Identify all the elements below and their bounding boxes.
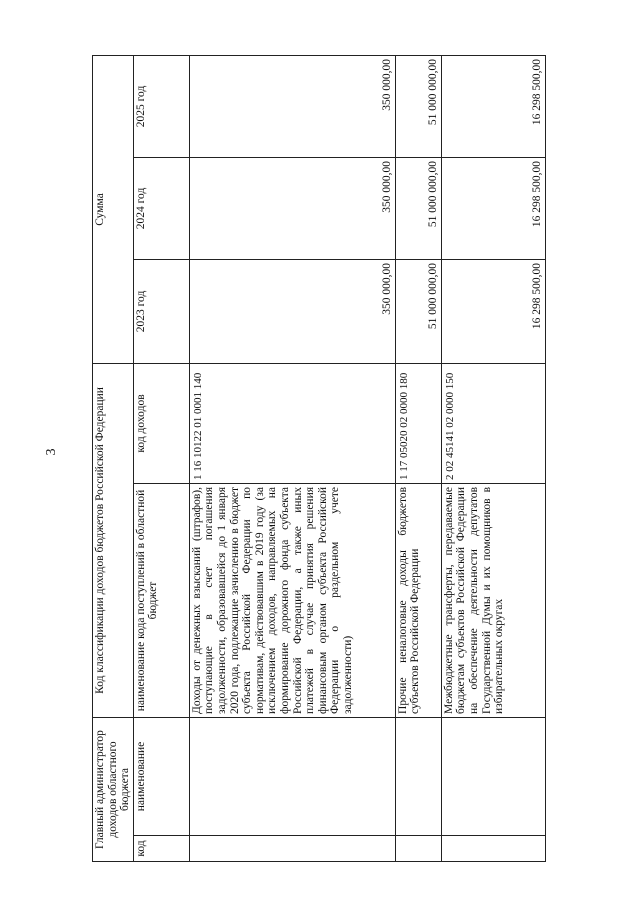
row-revenue-code: 2 02 45141 02 0000 150: [441, 363, 545, 483]
header-revenue-code: код доходов: [133, 363, 189, 483]
rotated-table-container: [92, 56, 544, 862]
row-amount-2025: 350 000,00: [189, 55, 395, 157]
row-amount-2025: 16 298 500,00: [441, 55, 545, 157]
header-revenue-name: наименование кода поступлений в областной бюджет: [133, 483, 189, 717]
row-amount-2023: 350 000,00: [189, 259, 395, 363]
header-classification-group: Код классификации доходов бюджетов Российской Федерации: [93, 363, 134, 717]
row-amount-2025: 51 000 000,00: [395, 55, 441, 157]
row-description: Межбюджетные трансферты, передаваемые бюджетам субъектов Российской Федерации на обеспечение деятельности депутатов Государственной Думы и их помощников в избирательных округах: [441, 483, 545, 717]
row-amount-2024: 16 298 500,00: [441, 157, 545, 259]
row-amount-2023: 16 298 500,00: [441, 259, 545, 363]
header-code: код: [133, 836, 189, 862]
table-row: [189, 55, 395, 861]
row-admin-name: [189, 717, 395, 835]
page-number: 3: [44, 448, 59, 456]
table-row: [395, 55, 441, 861]
row-admin-name: [395, 717, 441, 835]
row-amount-2023: 51 000 000,00: [395, 259, 441, 363]
row-description: Доходы от денежных взысканий (штрафов), поступающие в счет погашения задолженности, образовавшейся до 1 января 2020 года, подлежащие зачислению в бюджет субъекта Российской Федерации по нормативам, действовавшим в 2019 году (за исключением доходов, направляемых на формирование дорожного фонда субъекта Российской Федерации, а также иных платежей в случае принятия решения финансовым органом субъекта Российской Федерации о раздельном учете задолженности): [189, 483, 395, 717]
header-sum-group: Сумма: [93, 55, 134, 363]
row-amount-2024: 350 000,00: [189, 157, 395, 259]
row-admin-code: [395, 836, 441, 862]
row-admin-code: [441, 836, 545, 862]
row-amount-2024: 51 000 000,00: [395, 157, 441, 259]
table-row: [441, 55, 545, 861]
header-year-2025: 2025 год: [133, 55, 189, 157]
row-description: Прочие неналоговые доходы бюджетов субъектов Российской Федерации: [395, 483, 441, 717]
header-admin-group: Главный администратор доходов областного бюджета: [93, 717, 134, 861]
revenue-table: [92, 55, 546, 862]
row-admin-code: [189, 836, 395, 862]
row-revenue-code: 1 17 05020 02 0000 180: [395, 363, 441, 483]
row-revenue-code: 1 16 10122 01 0001 140: [189, 363, 395, 483]
header-name: наименование: [133, 717, 189, 835]
header-year-2023: 2023 год: [133, 259, 189, 363]
row-admin-name: [441, 717, 545, 835]
header-year-2024: 2024 год: [133, 157, 189, 259]
